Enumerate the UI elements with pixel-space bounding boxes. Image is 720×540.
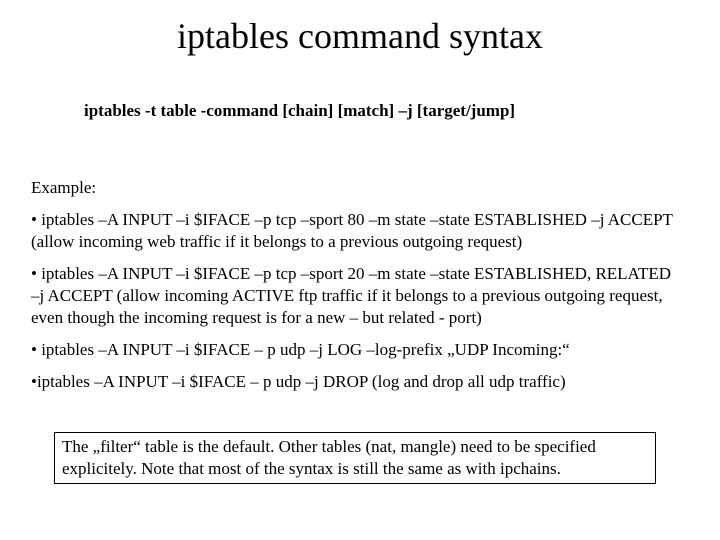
example-item-log: • iptables –A INPUT –i $IFACE – p udp –j LOG –log-prefix „UDP Incoming:“	[31, 340, 570, 359]
slide-title: iptables command syntax	[177, 16, 543, 56]
example-label: Example:	[31, 178, 97, 197]
example-list	[31, 209, 681, 403]
example-item-web: • iptables –A INPUT –i $IFACE –p tcp –sport 80 –m state –state ESTABLISHED –j ACCEPT (allow incoming web traffic if it belongs to a previous outgoing request)	[31, 210, 673, 251]
example-item-drop: •iptables –A INPUT –i $IFACE – p udp –j DROP (log and drop all udp traffic)	[31, 372, 566, 391]
example-item-ftp: • iptables –A INPUT –i $IFACE –p tcp –sport 20 –m state –state ESTABLISHED, RELATED –j ACCEPT (allow incoming ACTIVE ftp traffic if it belongs to a previous outgoing request, even though the incoming request is for a new – but related - port)	[31, 264, 671, 327]
syntax-line: iptables -t table -command [chain] [match] –j [target/jump]	[84, 101, 516, 120]
note-box: The „filter“ table is the default. Other tables (nat, mangle) need to be specified explicitely. Note that most of the syntax is still the same as with ipchains.	[54, 432, 656, 484]
